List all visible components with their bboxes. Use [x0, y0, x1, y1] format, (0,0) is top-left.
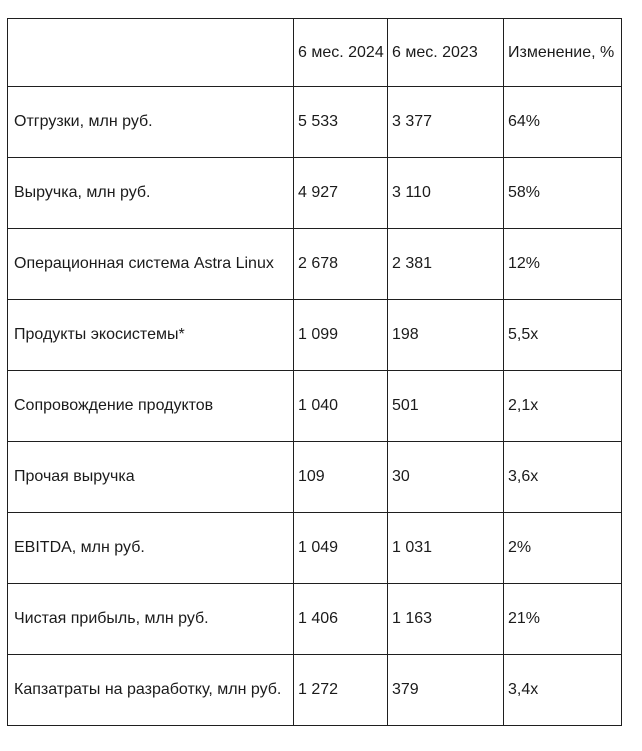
table-row-ebitda [8, 513, 622, 584]
value-change: 5,5x [504, 300, 622, 371]
value-2024: 4 927 [294, 158, 388, 229]
value-2024: 109 [294, 442, 388, 513]
value-2023: 3 377 [388, 87, 504, 158]
value-2023: 2 381 [388, 229, 504, 300]
financial-results-table-container [7, 18, 622, 726]
table-row-ecosystem-products [8, 300, 622, 371]
value-2024: 1 272 [294, 655, 388, 726]
value-2023: 1 031 [388, 513, 504, 584]
value-2023: 379 [388, 655, 504, 726]
row-label: Чистая прибыль, млн руб. [8, 584, 294, 655]
row-label: Операционная система Astra Linux [8, 229, 294, 300]
row-label: Отгрузки, млн руб. [8, 87, 294, 158]
value-2023: 30 [388, 442, 504, 513]
value-2024: 5 533 [294, 87, 388, 158]
table-row-other-revenue [8, 442, 622, 513]
column-header-6m-2023: 6 мес. 2023 [388, 19, 504, 87]
value-2024: 1 406 [294, 584, 388, 655]
value-2023: 3 110 [388, 158, 504, 229]
value-change: 64% [504, 87, 622, 158]
value-change: 21% [504, 584, 622, 655]
row-label: Выручка, млн руб. [8, 158, 294, 229]
table-row-net-profit [8, 584, 622, 655]
value-change: 3,6x [504, 442, 622, 513]
value-2024: 1 040 [294, 371, 388, 442]
value-2024: 1 099 [294, 300, 388, 371]
value-2024: 1 049 [294, 513, 388, 584]
value-change: 58% [504, 158, 622, 229]
value-2023: 501 [388, 371, 504, 442]
column-header-change: Изменение, % [504, 19, 622, 87]
row-label: Капзатраты на разработку, млн руб. [8, 655, 294, 726]
value-change: 2,1x [504, 371, 622, 442]
value-change: 2% [504, 513, 622, 584]
table-row-revenue [8, 158, 622, 229]
table-header-row [8, 19, 622, 87]
value-change: 12% [504, 229, 622, 300]
row-label: Сопровождение продуктов [8, 371, 294, 442]
row-label: Прочая выручка [8, 442, 294, 513]
table-row-capex-development [8, 655, 622, 726]
column-header-6m-2024: 6 мес. 2024 [294, 19, 388, 87]
financial-results-table [7, 18, 622, 726]
value-2024: 2 678 [294, 229, 388, 300]
table-row-product-support [8, 371, 622, 442]
value-change: 3,4x [504, 655, 622, 726]
row-label: Продукты экосистемы* [8, 300, 294, 371]
value-2023: 198 [388, 300, 504, 371]
column-header-empty [8, 19, 294, 87]
table-row-shipments [8, 87, 622, 158]
value-2023: 1 163 [388, 584, 504, 655]
row-label: EBITDA, млн руб. [8, 513, 294, 584]
table-row-astra-linux-os [8, 229, 622, 300]
